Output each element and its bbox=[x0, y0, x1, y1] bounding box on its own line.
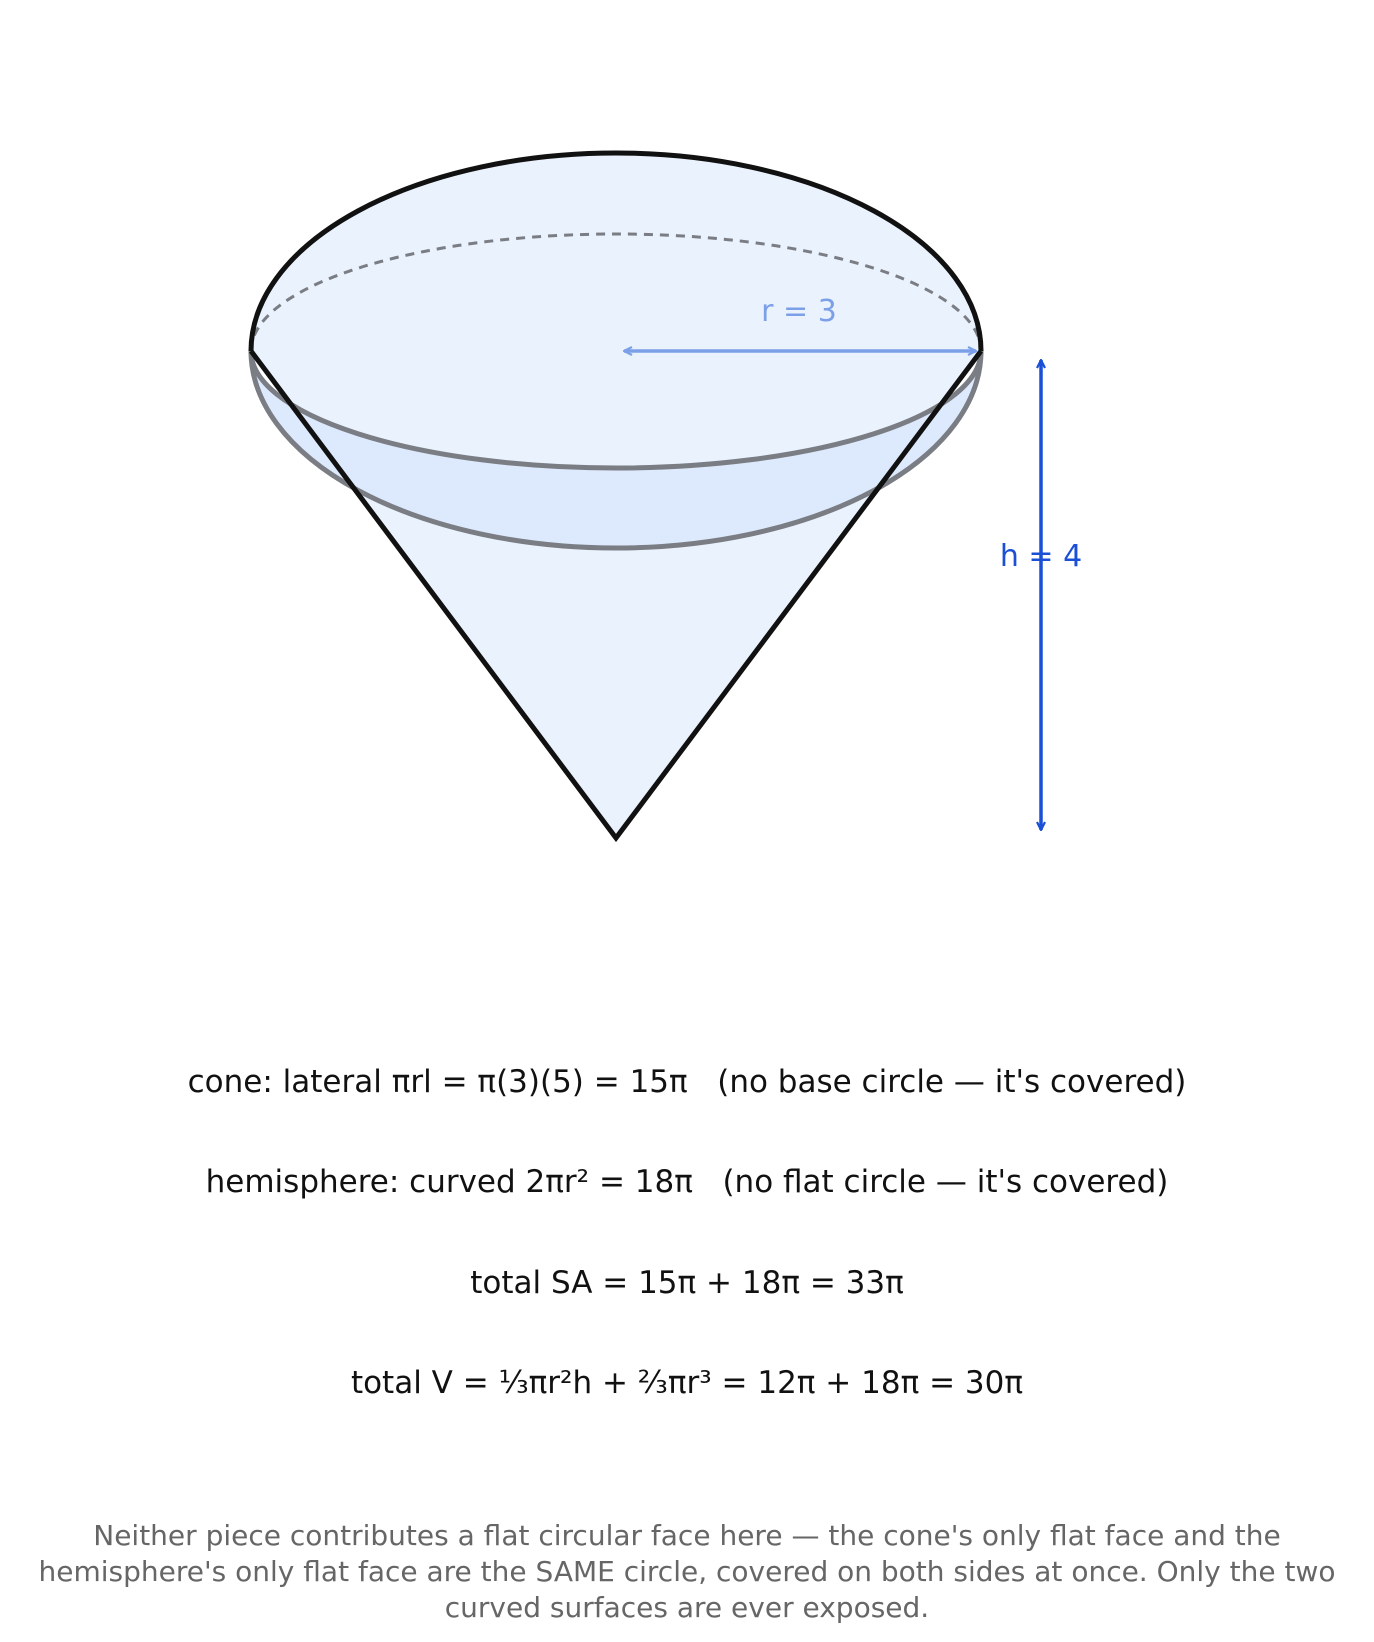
hemisphere-curved-formula: hemisphere: curved 2πr² = 18π (no flat circle — it's covered) bbox=[205, 1164, 1169, 1200]
radius-label: r = 3 bbox=[761, 294, 837, 329]
height-label: h = 4 bbox=[999, 539, 1083, 574]
cone-body bbox=[251, 351, 981, 838]
note-line: hemisphere's only flat face are the SAME circle, covered on both sides at once. Only the two bbox=[38, 1555, 1336, 1588]
total-surface-area-formula: total SA = 15π + 18π = 33π bbox=[470, 1265, 904, 1301]
cone-lateral-formula: cone: lateral πrl = π(3)(5) = 15π (no base circle — it's covered) bbox=[187, 1064, 1187, 1100]
hemisphere-dome bbox=[251, 153, 981, 351]
explanation-note bbox=[0, 1518, 1374, 1626]
note-line: Neither piece contributes a flat circular face here — the cone's only flat face and the bbox=[93, 1519, 1281, 1552]
note-line: curved surfaces are ever exposed. bbox=[444, 1591, 930, 1624]
total-volume-formula: total V = ⅓πr²h + ⅔πr³ = 12π + 18π = 30π bbox=[350, 1365, 1024, 1401]
